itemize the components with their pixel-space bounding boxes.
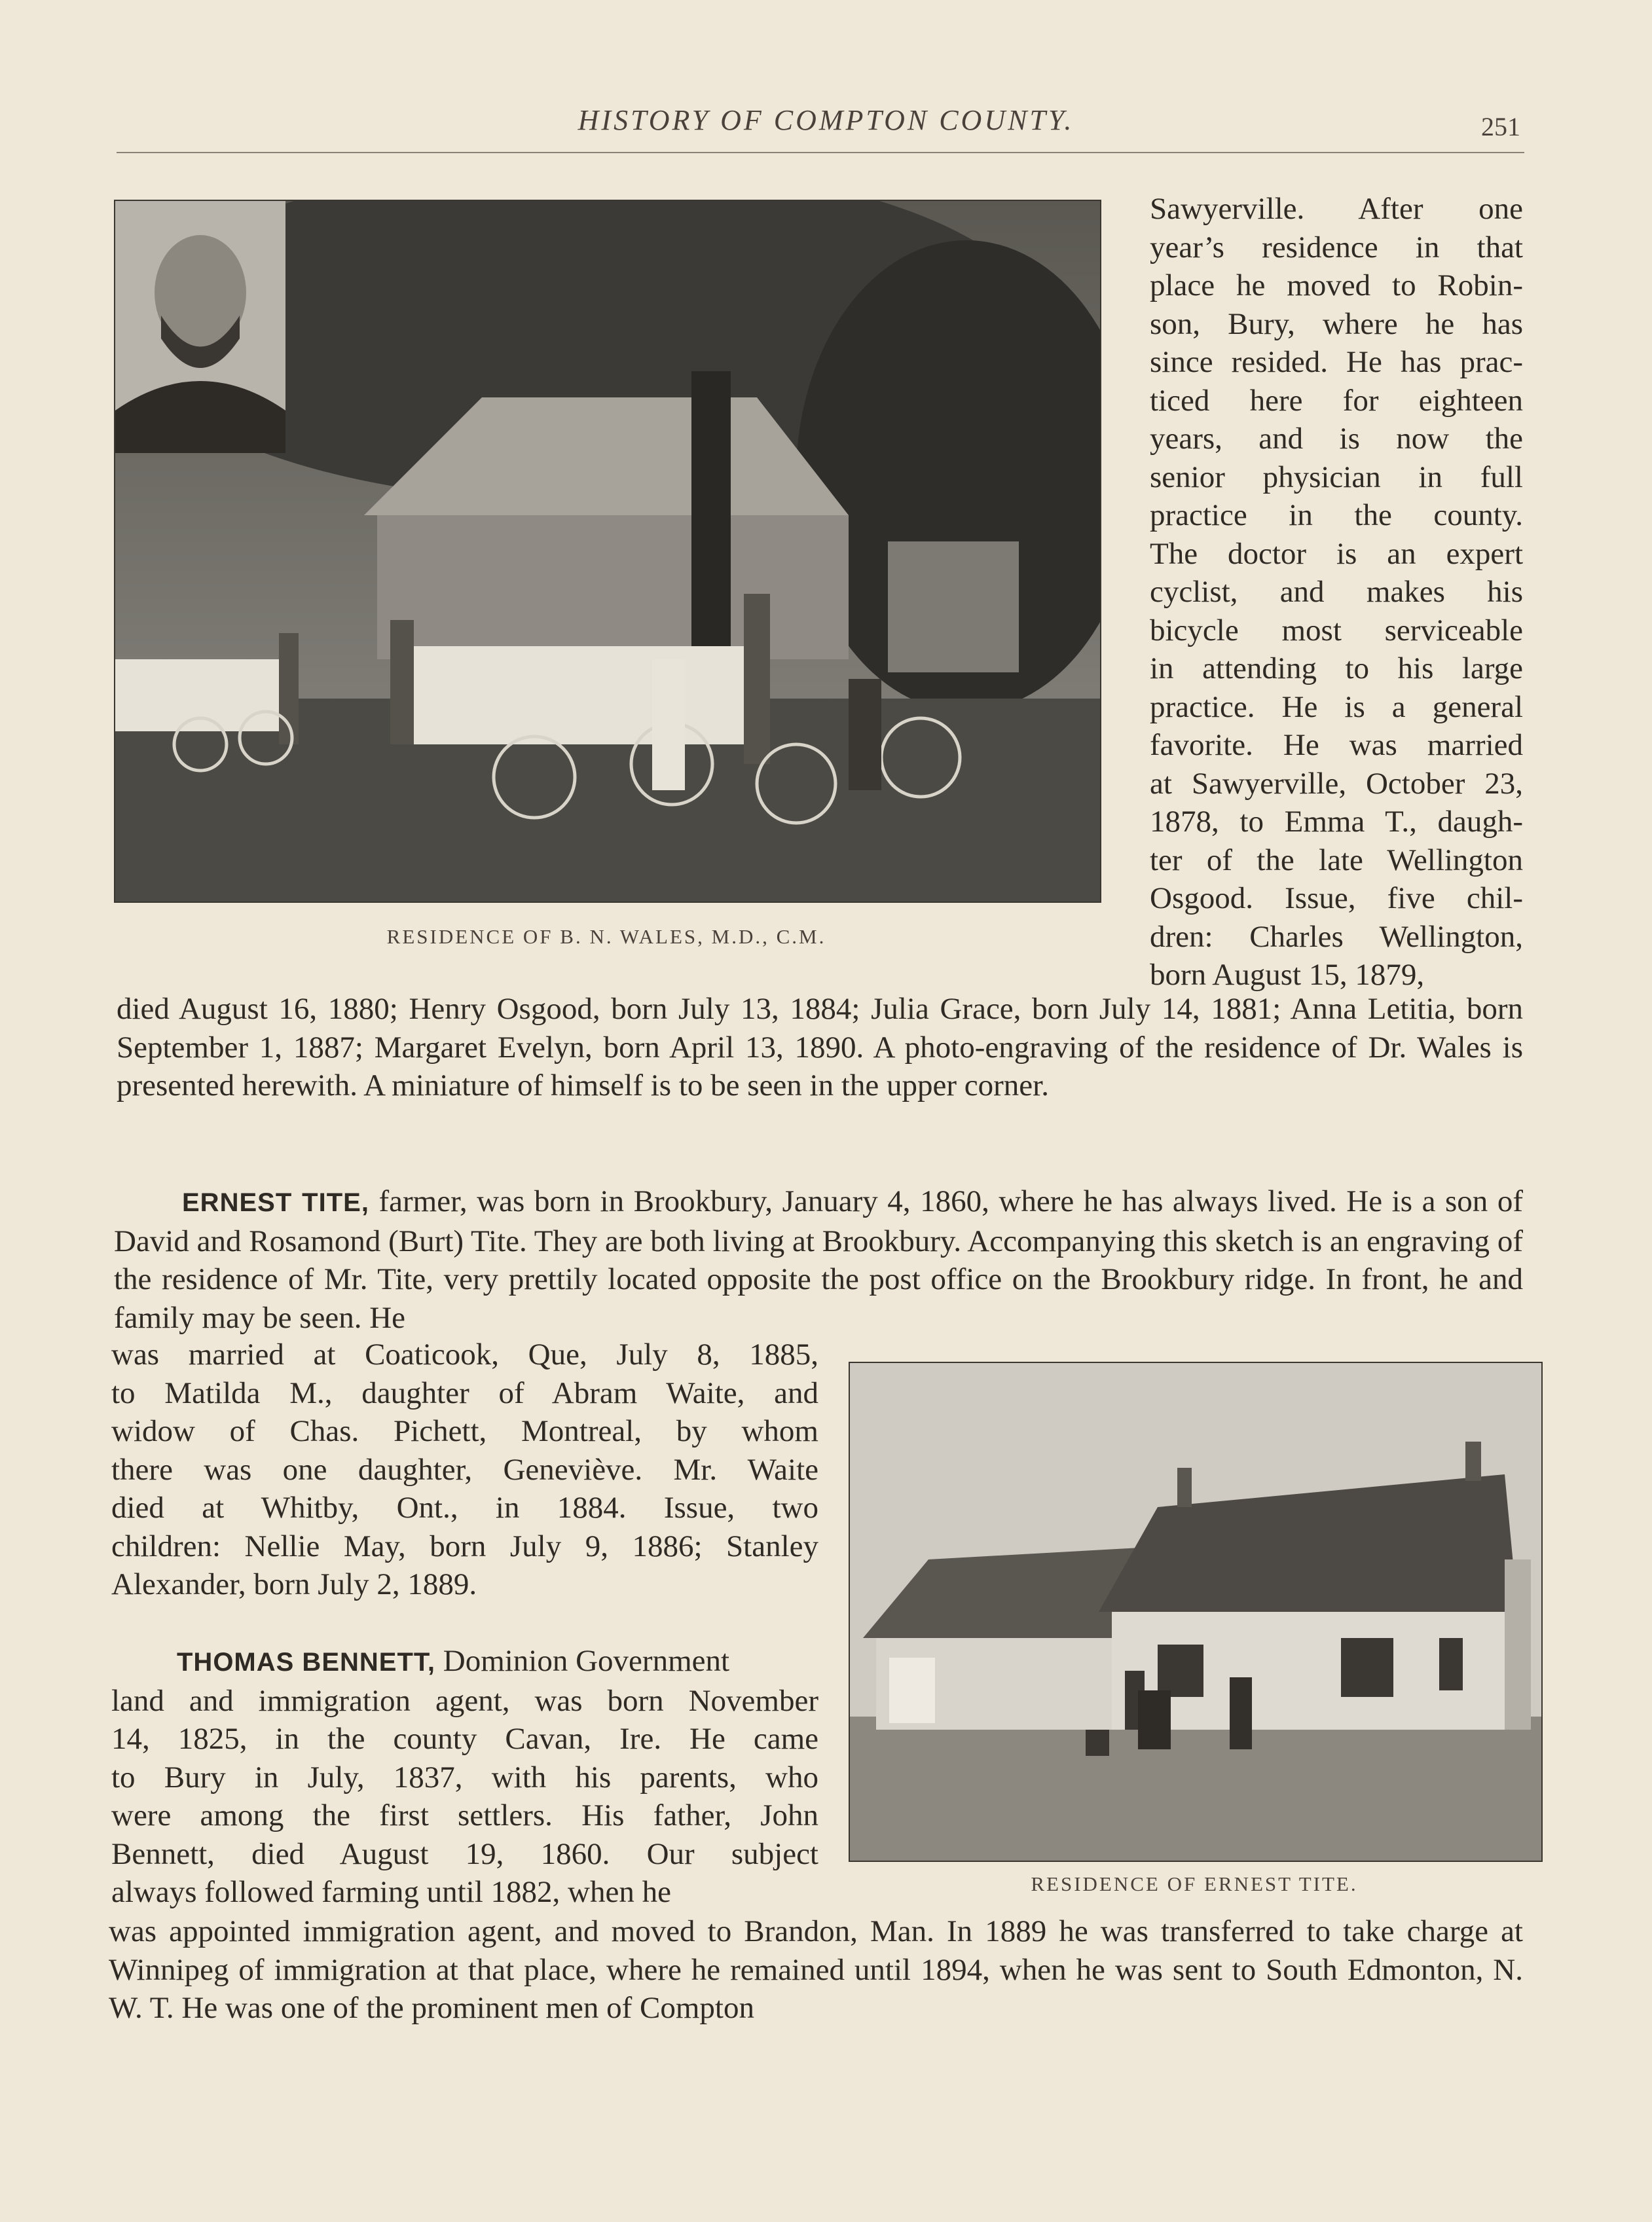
tite-column-text (111, 1336, 818, 1604)
wales-continuation-text: died August 16, 1880; Henry Osgood, born July 13, 1884; Julia Grace, born July 14, 1881; Anna Letitia, born September 1, 1887; Margaret Evelyn, born April 13, 1890. A photo-engraving of the residence of Dr. Wales is presented herewith. A miniature of himself is to be seen in the upper corner. (117, 992, 1523, 1102)
wales-column-line: son, Bury, where he has (1150, 306, 1523, 341)
wales-column-line: favorite. He was married (1150, 728, 1523, 762)
wales-biography-continuation (117, 990, 1523, 1105)
wales-column-line: bicycle most serviceable (1150, 613, 1523, 647)
tite-residence-illustration (850, 1363, 1541, 1861)
bennett-column-text (111, 1682, 818, 1912)
tite-figure-caption: RESIDENCE OF ERNEST TITE. (1031, 1872, 1358, 1895)
wales-column-line: Sawyerville. After one (1150, 192, 1523, 226)
bennett-column-line: Bennett, died August 19, 1860. Our subject (111, 1836, 818, 1871)
wales-column-text (1150, 190, 1523, 994)
wales-column-line: dren: Charles Wellington, (1150, 919, 1523, 954)
wales-residence-photo (114, 200, 1101, 903)
wales-column-line: ter of the late Wellington (1150, 843, 1523, 877)
tite-residence-photo (849, 1362, 1543, 1862)
wales-column-line: cyclist, and makes his (1150, 575, 1523, 609)
wales-column-line: practice. He is a general (1150, 689, 1523, 724)
tite-name: ERNEST TITE, (182, 1188, 369, 1217)
wales-column-line: in attending to his large (1150, 651, 1523, 685)
tite-column-line: Alexander, born July 2, 1889. (111, 1567, 477, 1601)
wales-residence-illustration (115, 201, 1100, 902)
tite-column-line: children: Nellie May, born July 9, 1886; Stanley (111, 1529, 818, 1563)
wales-column-line: practice in the county. (1150, 498, 1523, 532)
wales-column-line: years, and is now the (1150, 422, 1523, 456)
running-header: HISTORY OF COMPTON COUNTY. (578, 104, 1074, 136)
wales-column-line: place he moved to Robin- (1150, 268, 1523, 302)
bennett-column-line: to Bury in July, 1837, with his parents, who (111, 1760, 818, 1794)
wales-column-line: senior physician in full (1150, 460, 1523, 494)
bennett-full-width-text: was appointed immigration agent, and moved to Brandon, Man. In 1889 he was transferred to take charge at Winnipeg of immigration at that place, where he remained until 1894, when he was sent to South Edmonton, N. W. T. He was one of the prominent men of Compton (109, 1914, 1523, 2025)
tite-column-line: widow of Chas. Pichett, Montreal, by whom (111, 1414, 818, 1448)
bennett-name: THOMAS BENNETT, (177, 1648, 435, 1677)
tite-column-line: was married at Coaticook, Que, July 8, 1885, (111, 1338, 818, 1372)
wales-column-line: Osgood. Issue, five chil- (1150, 881, 1523, 915)
wales-column-line: The doctor is an expert (1150, 536, 1523, 571)
bennett-biography-column (111, 1642, 818, 1912)
tite-biography (114, 1182, 1523, 1337)
bennett-column-line: land and immigration agent, was born November (111, 1683, 818, 1718)
wales-column-line: since resided. He has prac- (1150, 345, 1523, 379)
tite-biography-column (111, 1336, 818, 1604)
wales-column-line: ticed here for eighteen (1150, 383, 1523, 418)
wales-figure-caption: RESIDENCE OF B. N. WALES, M.D., C.M. (386, 925, 826, 948)
tite-full-width-text: farmer, was born in Brookbury, January 4, 1860, where he has always lived. He is a son of David and Rosamond (Burt) Tite. They are both living at Brookbury. Accompanying this sketch is an engraving of the residence of Mr. Tite, very prettily located opposite the post office on the Brookbury ridge. In front, he and family may be seen. He (114, 1184, 1523, 1335)
bennett-column-line: were among the first settlers. His father, John (111, 1798, 818, 1832)
bennett-biography-continuation (109, 1912, 1523, 2028)
wales-column-line: year’s residence in that (1150, 230, 1523, 264)
header-rule (117, 152, 1524, 153)
tite-column-line: died at Whitby, Ont., in 1884. Issue, two (111, 1491, 818, 1525)
bennett-column-line: 14, 1825, in the county Cavan, Ire. He came (111, 1722, 818, 1756)
wales-column-line: 1878, to Emma T., daugh- (1150, 805, 1523, 839)
wales-biography-column (1150, 190, 1523, 994)
tite-column-line: to Matilda M., daughter of Abram Waite, and (111, 1375, 818, 1410)
wales-column-line: born August 15, 1879, (1150, 958, 1425, 992)
wales-column-line: at Sawyerville, October 23, (1150, 766, 1523, 801)
bennett-column-line: always followed farming until 1882, when he (111, 1875, 671, 1909)
page-number: 251 (1481, 112, 1520, 141)
tite-column-line: there was one daughter, Geneviève. Mr. Waite (111, 1452, 818, 1487)
bennett-first-line: Dominion Government (443, 1644, 730, 1678)
